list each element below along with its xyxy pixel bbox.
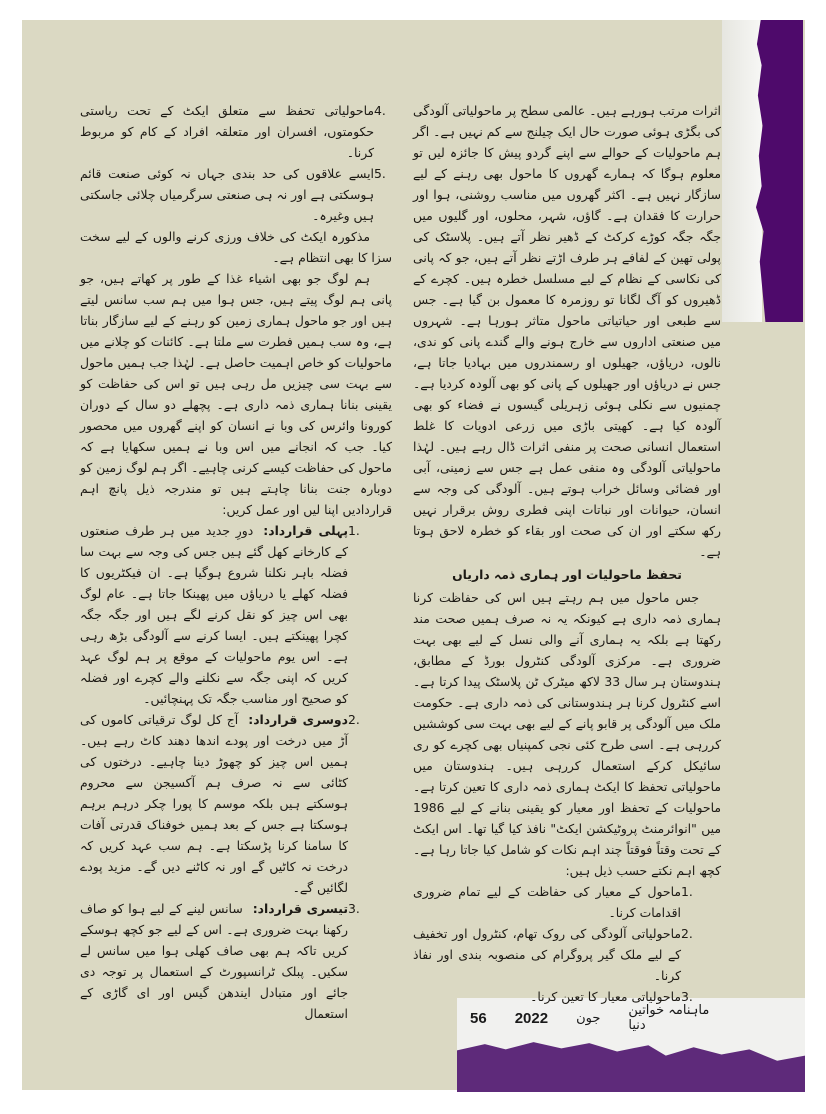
paragraph: ہم لوگ جو بھی اشیاء غذا کے طور پر کھاتے ہیں، جو پانی ہم لوگ پیتے ہیں، جس ہوا میں ہم سب سانس لیتے ہیں اور جو ماحول ہماری زمین کو رہنے کے لیے سازگار بناتا ہے، وہ سب ہمیں فطرت سے ملتا ہے۔ کائنات کو چلانے میں ماحولیات کو خاص اہمیت حاصل ہے۔ لہٰذا جب ہمیں ماحول سے بہت سی چیزیں مل رہی ہیں تو اس کی حفاظت کو یقینی بنانا ہماری ذمہ داری ہے۔ پچھلے دو سال کے دوران کورونا وائرس کی وبا نے انسان کو اپنے گھروں میں محصور کیا۔ جب کہ انجانے میں اس وبا نے ہمیں سکھایا ہے کہ ماحول کی حفاظت کیسے کرنی چاہیے۔ اگر ہم لوگ زمین کو دوبارہ جنت بنانا چاہتے ہیں تو مندرجہ ذیل پانچ اہم قراردادیں اپنا لیں اور عمل کریں: [80,271,392,517]
list-number: 1. [681,884,693,899]
list-number: 1. [348,523,360,538]
resolution-label: پہلی قرارداد: [263,523,348,538]
list-number: 4. [374,103,386,118]
resolution-text: سانس لینے کے لیے ہوا کو صاف رکھنا بہت ضروری ہے۔ اس کے لیے جو کچھ ہوسکے کریں تاکہ ہم بھی صاف کھلی ہوا میں سانس لے سکیں۔ پبلک ٹرانسپورٹ کے استعمال پر توجہ دی جائے اور متبادل ایندھن گیس اور ای گاڑی کے استعمال [80,901,348,1021]
list-number: 5. [374,166,386,181]
list-number: 2. [348,712,360,727]
section-heading: تحفظ ماحولیات اور ہماری ذمہ داریاں [452,567,682,582]
list-item [413,923,721,986]
list-number: 3. [348,901,360,916]
paragraph: مذکورہ ایکٹ کی خلاف ورزی کرنے والوں کے لیے سخت سزا کا بھی انتظام ہے۔ [80,229,392,265]
left-column [80,100,392,1024]
resolution-label: دوسری قرارداد: [248,712,348,727]
resolution-item [80,898,392,1024]
page-number: 56 [470,1009,487,1027]
list-text: ماحولیاتی تحفظ سے متعلق ایکٹ کے تحت ریاستی حکومتوں، افسران اور متعلقہ افراد کے کام کو مربوط کرنا۔ [80,103,374,160]
magazine-name: ماہنامہ خواتین دنیا [628,1003,710,1033]
list-number: 3. [681,989,693,1004]
torn-paper-edge [722,20,762,322]
right-column [413,100,721,1007]
issue-year: 2022 [514,1009,549,1027]
list-number: 2. [681,926,693,941]
resolution-label: تیسری قرارداد: [252,901,348,916]
paragraph: جس ماحول میں ہم رہتے ہیں اس کی حفاظت کرنا ہماری ذمہ داری ہے کیونکہ یہ نہ صرف ہمیں صحت مند رکھتا ہے بلکہ یہ ہماری آنے والی نسل کے لیے بھی بہت ضروری ہے۔ مرکزی آلودگی کنٹرول بورڈ کے مطابق، ہندوستان ہر سال 33 لاکھ میٹرک ٹن پلاسٹک پیدا کرتا ہے۔ اسے کنٹرول کرنا ہر ہندوستانی کی ذمہ داری ہے۔ حکومت ملک میں آلودگی پر قابو پانے کے لیے بھی بہت سی کوششیں کررہی ہے۔ اسی طرح کئی نجی کمپنیاں بھی کچرے کو ری سائیکل کرکے استعمال کررہی ہیں۔ ہندوستان میں ماحولیاتی تحفظ کا ایکٹ ہماری ذمہ داری کا تعین کرتا ہے۔ ماحولیات کے تحفظ اور معیار کو یقینی بنانے کے لیے 1986 میں "انوائرمنٹ پروٹیکشن ایکٹ" نافذ کیا گیا تھا۔ اس ایکٹ کے تحت وقتاً فوقتاً چند اہم نکات کو شامل کیا جاتا رہا ہے۔ کچھ اہم نکتے حسب ذیل ہیں: [413,590,721,878]
purple-decorative-strip [756,20,803,322]
page-footer [470,1003,720,1033]
issue-month: جون [576,1010,601,1026]
list-text: ماحول کے معیار کی حفاظت کے لیے تمام ضروری اقدامات کرنا۔ [413,884,681,920]
list-item [413,881,721,923]
resolution-text: دورِ جدید میں ہر طرف صنعتوں کے کارخانے کھل گئے ہیں جس کی وجہ سے بہت سا فضلہ باہر نکلنا شروع ہوگیا ہے۔ ان فیکٹریوں کا فضلہ کھلے یا دریاؤں میں پھینکا جاتا ہے۔ عام لوگ بھی اس چیز کو نقل کرنے لگے ہیں اور جگہ جگہ کچرا پھینکتے ہیں۔ ایسا کرنے سے آلودگی بڑھ رہی ہے۔ اس یوم ماحولیات کے موقع پر ہم لوگ عہد کریں کہ اپنی جگہ سے نکلنے والے کچرے اور فضلہ کو صحیح اور مناسب جگہ تک پہنچائیں۔ [80,523,348,706]
resolution-text: آج کل لوگ ترقیاتی کاموں کی آڑ میں درخت اور پودے اندھا دھند کاٹ رہے ہیں۔ ہمیں اس چیز کو چھوڑ دینا چاہیے۔ درختوں کی کٹائی سے نہ صرف ہم آکسیجن سے محروم ہوسکتے ہیں بلکہ موسم کا پورا چکر درہم برہم ہوسکتا ہے جس کے بعد ہمیں خوفناک قدرتی آفات کا سامنا کرنا پڑسکتا ہے۔ ہم سب عہد کریں کہ درخت نہ کاٹیں گے اور نہ کاٹنے دیں گے۔ مزید پودے لگائیں گے۔ [80,712,348,895]
list-text: ماحولیاتی آلودگی کی روک تھام، کنٹرول اور تخفیف کے لیے ملک گیر پروگرام کی منصوبہ بندی اور نفاذ کرنا۔ [413,926,681,983]
list-text: ماحولیاتی معیار کا تعین کرنا۔ [530,989,681,1004]
list-item [80,100,392,163]
paragraph: اثرات مرتب ہورہے ہیں۔ عالمی سطح پر ماحولیاتی آلودگی کی بگڑی ہوئی صورت حال ایک چیلنج سے کم نہیں ہے۔ اگر ہم ماحولیات کے حوالے سے اپنے گردو پیش کا جائزہ لیں تو معلوم ہوگا کہ ہمارے گھروں کا ماحول بھی رہنے کے لیے سازگار نہیں ہے۔ اکثر گھروں میں مناسب روشنی، ہوا اور حرارت کا فقدان ہے۔ گاؤں، شہر، محلوں، اور گلیوں میں جگہ جگہ کوڑے کرکٹ کے ڈھیر نظر آتے ہیں۔ پلاسٹک کی پولی تھین کے لفافے ہر طرف اڑتے نظر آتے ہیں، جو کہ پانی کی نکاسی کے نظام کے لیے مسلسل خطرہ ہیں۔ کچرے کے ڈھیروں کو آگ لگانا تو روزمرہ کا معمول بن گیا ہے۔ جس سے طبعی اور حیاتیاتی ماحول متاثر ہورہا ہے۔ شہروں میں صنعتی اداروں سے خارج ہونے والے گندے پانی کو ندی، نالوں، دریاؤں، جھیلوں او رسمندروں میں بہادیا جاتا ہے، جس نے دریاؤں اور جھیلوں کے پانی کو بھی آلودہ کردیا ہے۔ چمنیوں سے نکلی ہوئی زہریلی گیسوں نے فضاء کو بھی آلودہ کیا ہے۔ کھیتی باڑی میں زرعی ادویات کا غلط استعمال انسانی صحت پر منفی اثرات ڈال رہے ہیں۔ لہٰذا ماحولیاتی آلودگی وہ منفی عمل ہے جس سے زمینی، آبی اور فضائی وسائل خراب ہوتے ہیں۔ آلودگی کی وجہ سے انسان، حیوانات اور نباتات اپنی فطری روش برقرار نہیں رکھ سکتے اور ان کی صحت اور بقاء کو خطرہ لاحق ہوتا ہے۔ [413,103,721,559]
resolution-item [80,709,392,898]
list-text: ایسے علاقوں کی حد بندی جہاں نہ کوئی صنعت قائم ہوسکتی ہے اور نہ ہی صنعتی سرگرمیاں چلائی جاسکتی ہیں وغیرہ۔ [80,166,374,223]
list-item [80,163,392,226]
resolution-item [80,520,392,709]
